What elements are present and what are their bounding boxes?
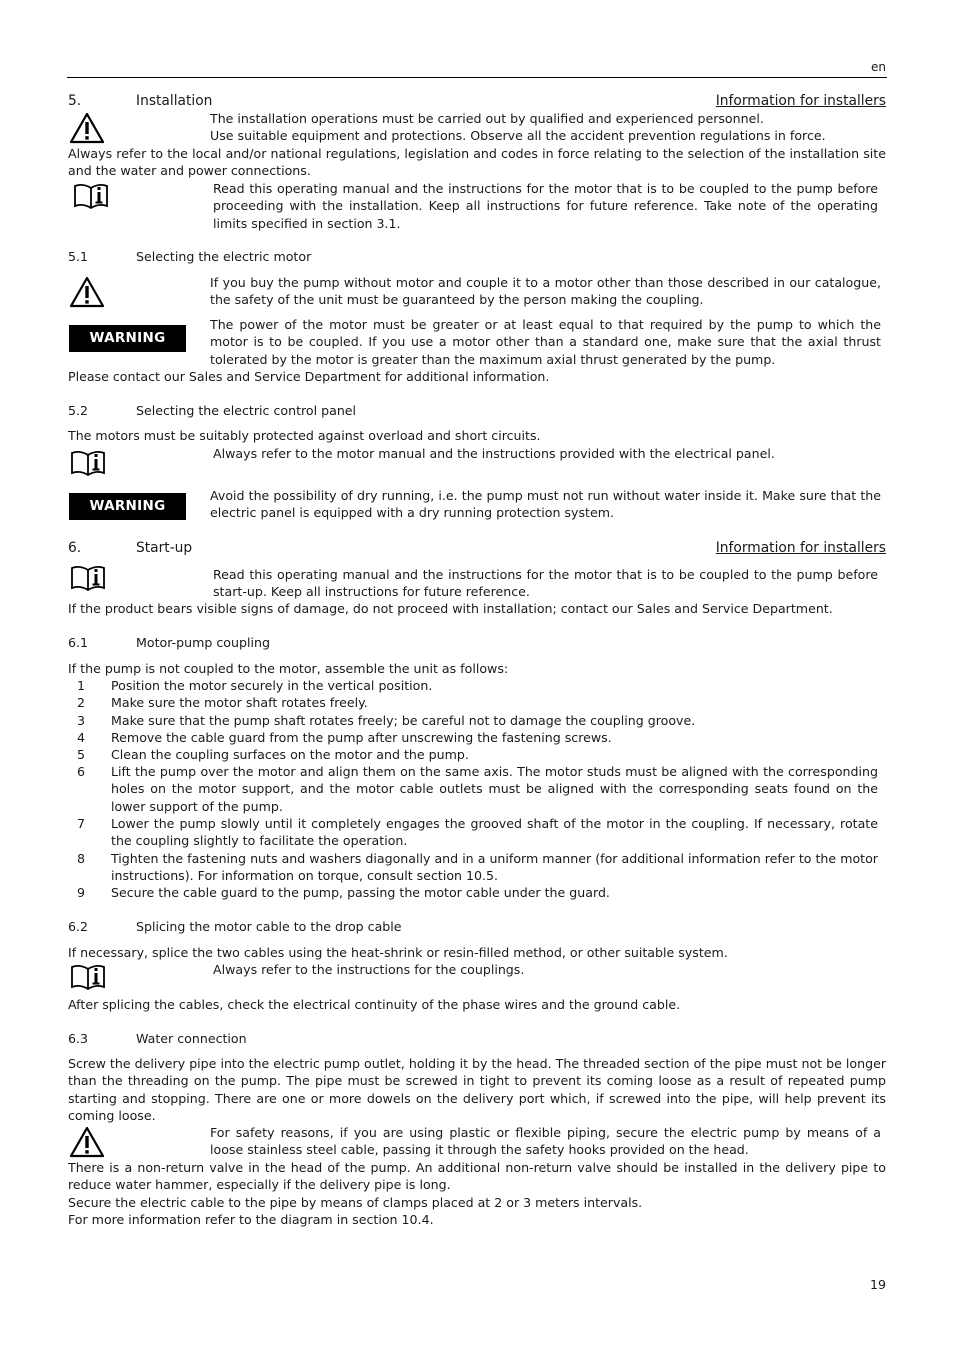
section-5-1-heading: 5.1 Selecting the electric motor <box>68 249 312 264</box>
sec61-intro: If the pump is not coupled to the motor, assemble the unit as follows: <box>68 661 509 676</box>
warning-label: WARNING <box>69 325 186 352</box>
warning-triangle-icon <box>69 1126 105 1158</box>
section-6-1-heading: 6.1 Motor-pump coupling <box>68 635 270 650</box>
section-6-3-heading: 6.3 Water connection <box>68 1031 247 1046</box>
sec52-p1: The motors must be suitably protected against overload and short circuits. <box>68 428 541 443</box>
warning-label: WARNING <box>69 493 186 520</box>
sec5-p4: Read this operating manual and the instructions for the motor that is to be coupled to the pump before proceeding with the installation. Keep all instructions for future reference. Take note of the operating limits specified in section 3.1. <box>213 181 878 231</box>
sec63-p1: Screw the delivery pipe into the electric pump outlet, holding it by the head. The threaded section of the pipe must not be longer than the threading on the pump. The pipe must be screwed in tight to prevent its coming loose as a result of repeated pump starting and stopping. There are one or more dowels on the delivery port which, if screwed into the pipe, will help prevent its coming loose. <box>68 1056 886 1123</box>
sec62-p1: If necessary, splice the two cables using the heat-shrink or resin-filled method, or other suitable system. <box>68 945 728 960</box>
sec5-p1: The installation operations must be carried out by qualified and experienced personnel. <box>210 111 764 126</box>
sec62-p2: Always refer to the instructions for the couplings. <box>213 962 525 977</box>
sec62-p3: After splicing the cables, check the electrical continuity of the phase wires and the ground cable. <box>68 997 681 1012</box>
sec63-p3: There is a non-return valve in the head of the pump. An additional non-return valve should be installed in the delivery pipe to reduce water hammer, especially if the delivery pipe is long. <box>68 1160 886 1193</box>
warning-triangle-icon <box>69 112 105 144</box>
sec51-p3: Please contact our Sales and Service Department for additional information. <box>68 369 550 384</box>
page-number: 19 <box>869 1277 886 1292</box>
manual-book-icon <box>73 182 109 212</box>
sec51-p2: The power of the motor must be greater or at least equal to that required by the pump to which the motor is to be coupled. If you use a motor other than a standard one, make sure that the axial thrust tolerated by the motor is greater than the maximum axial thrust generated by the pump. <box>210 317 881 367</box>
sec6-p2: If the product bears visible signs of damage, do not proceed with installation; contact our Sales and Service Department. <box>68 601 833 616</box>
section-5-audience: Information for installers <box>715 93 886 109</box>
section-5-2-heading: 5.2 Selecting the electric control panel <box>68 403 357 418</box>
sec63-p5: For more information refer to the diagram in section 10.4. <box>68 1212 434 1227</box>
sec63-p2: For safety reasons, if you are using plastic or flexible piping, secure the electric pump by means of a loose stainless steel cable, passing it through the safety hooks provided on the head. <box>210 1125 881 1158</box>
warning-triangle-icon <box>69 276 105 308</box>
section-6-2-heading: 6.2 Splicing the motor cable to the drop cable <box>68 919 402 934</box>
section-6-audience: Information for installers <box>715 540 886 556</box>
sec6-p1: Read this operating manual and the instructions for the motor that is to be coupled to the pump before start-up. Keep all instructions for future reference. <box>213 567 878 600</box>
language-code: en <box>871 60 886 74</box>
sec52-p3: Avoid the possibility of dry running, i.e. the pump must not run without water inside it. Make sure that the electric panel is equipped with a dry running protection system. <box>210 488 881 521</box>
sec5-p3: Always refer to the local and/or national regulations, legislation and codes in force relating to the selection of the installation site and the water and power connections. <box>68 146 886 179</box>
sec51-p1: If you buy the pump without motor and couple it to a motor other than those described in our catalogue, the safety of the unit must be guaranteed by the person making the coupling. <box>210 275 881 308</box>
manual-book-icon <box>70 564 106 594</box>
sec52-p2: Always refer to the motor manual and the instructions provided with the electrical panel. <box>213 446 775 461</box>
manual-page: en 5. Installation Information for installers The installation operations must be carried out by qualified and experienced personnel. Use suitable equipment and protections. Observe all the accident prevention regulations in force. Always refer to the local and/or national regulations, legislation and codes in force relating to the selection of the installation site and the water and power connections. Read this operating manual and the instructions for the motor that is to be coupled to the pump before proceeding with the installation. Keep all instructions for future reference. Take note of the operating limits specified in section 3.1. 5.1 Selecting the electric motor If you buy the pump without motor and couple it to a motor other than those described in our catalogue, the safety of the unit must be guaranteed by the person making the coupling. WARNING The power of the motor must be greater or at least equal to that required by the pump to which the motor is to be coupled. If you use a motor other than a standard one, make sure that the axial thrust tolerated by the motor is greater than the maximum axial thrust generated by the pump. Please contact our Sales and Service Department for additional information. 5.2 Selecting the electric control panel The motors must be suitably protected against overload and short circuits. Always refer to the motor manual and the instructions provided with the electrical panel. WARNING Avoid the possibility of dry running, i.e. the pump must not run without water inside it. Make sure that the electric panel is equipped with a dry running protection system. 6. Start-up Information for installers Read this operating manual and the instructions for the motor that is to be coupled to the pump before start-up. Keep all instructions for future reference. If the product bears visible signs of damage, do not proceed with installation; contact our Sales and Service Department. 6.1 Motor-pump coupling If the pump is not coupled to the motor, assemble the unit as follows: 1 Position the motor securely in the vertical position. 2 Make sure the motor shaft rotates freely. 3 Make sure that the pump shaft rotates freely; be careful not to damage the coupling groove. 4 Remove the cable guard from the pump after unscrewing the fastening screws. 5 Clean the coupling surfaces on the motor and the pump. 6 Lift the pump over the motor and align them on the same axis. The motor studs must be aligned with the corresponding holes on the motor support, and the motor cable outlets must be aligned with the corresponding seats found on the lower support of the pump. 7 Lower the pump slowly until it completely engages the grooved shaft of the motor in the coupling. If necessary, rotate the coupling slightly to facilitate the operation. 8 Tighten the fastening nuts and washers diagonally and in a uniform manner (for additional information refer to the motor instructions). For information on torque, consult section 10.5. 9 Secure the cable guard to the pump, passing the motor cable under the guard. 6.2 Splicing the motor cable to the drop cable If necessary, splice the two cables using the heat-shrink or resin-filled method, or other suitable system. Always refer to the instructions for the couplings. After splicing the cables, check the electrical continuity of the phase wires and the ground cable. 6.3 Water connection Screw the delivery pipe into the electric pump outlet, holding it by the head. The threaded section of the pipe must not be longer than the threading on the pump. The pipe must be screwed in tight to prevent its coming loose as a result of repeated pump starting and stopping. There are one or more dowels on the delivery port which, if screwed into the pipe, will help prevent its coming loose. For safety reasons, if you are using plastic or flexible piping, secure the electric pump by means of a loose stainless steel cable, passing it through the safety hooks provided on the head. There is a non-return valve in the head of the pump. An additional non-return valve should be installed in the delivery pipe to reduce water hammer, especially if the delivery pipe is long. Secure the electric cable to the pipe by means of clamps placed at 2 or 3 meters intervals. For more information refer to the diagram in section 10.4. 19 <box>68 60 886 1292</box>
section-5-heading: 5. Installation <box>68 93 213 109</box>
manual-book-icon <box>70 449 106 479</box>
manual-book-icon <box>70 963 106 993</box>
section-6-heading: 6. Start-up <box>68 540 193 556</box>
header-rule <box>67 77 887 78</box>
sec63-p4: Secure the electric cable to the pipe by means of clamps placed at 2 or 3 meters intervals. <box>68 1195 643 1210</box>
sec5-p2: Use suitable equipment and protections. Observe all the accident prevention regulations in force. <box>210 128 826 143</box>
